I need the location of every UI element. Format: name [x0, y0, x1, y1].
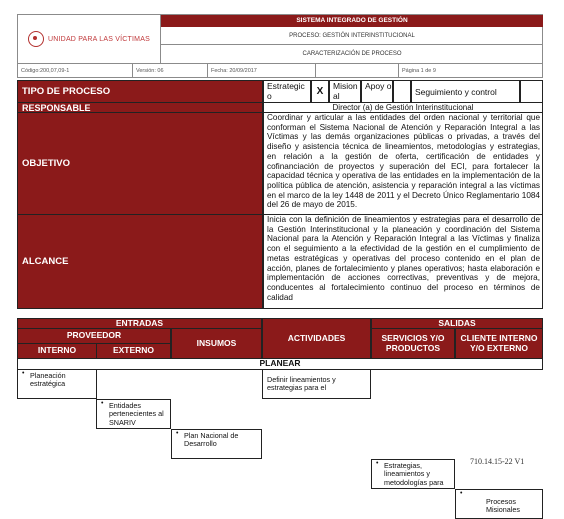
doc-code: Código:200,07,09-1: [18, 64, 133, 77]
header-meta-row: [18, 63, 542, 77]
document-header: [17, 14, 543, 78]
doc-spacer: [316, 64, 399, 77]
logo: [18, 15, 161, 63]
process-type-label: TIPO DE PROCESO: [17, 80, 263, 103]
responsible-label: RESPONSABLE: [17, 102, 263, 113]
scope-label: ALCANCE: [17, 214, 263, 309]
services-header: SERVICIOS Y/O PRODUCTOS: [371, 328, 455, 359]
objective-text: Coordinar y articular a las entidades del orden nacional y territorial que conforman el Sistema Nacional de Atención y Reparación Integral a las Víctimas y las demás organizaciones públicas o privadas, a través del diseño y asistencia técnica de lineamientos, metodologías y estrategias, en relación a la gestión de oferta, certificación de entidades y cofinanciación de proyectos y superación del ECI, para fortalecer la capacidad técnica y operativa de las entidades en la implementación de la política pública de atención, asistencia y reparación integral a las víctimas en el marco de la ley 1448 de 2011 y el Decreto Único Reglamentario 1084 del 26 de mayo de 2015.: [263, 112, 543, 215]
row-supplies: • Plan Nacional de Desarrollo: [171, 429, 262, 459]
seal-icon: [28, 31, 44, 47]
process-type-support: Apoy o: [361, 80, 393, 103]
row-internal: • Planeación estratégica: [17, 369, 97, 399]
row-activities: Definir lineamientos y estrategias para el: [262, 369, 371, 399]
external-header: EXTERNO: [96, 343, 171, 359]
row-client-text: Procesos Misionales: [486, 497, 520, 515]
footer-code: 710.14.15-22 V1: [470, 457, 525, 466]
row-services: • Estrategias, lineamientos y metodologías para: [371, 459, 455, 489]
process-type-control: Seguimiento y control: [411, 80, 520, 103]
document-type: CARACTERIZACIÓN DE PROCESO: [302, 51, 402, 57]
objective-label: OBJETIVO: [17, 112, 263, 215]
doc-version: Versión: 06: [133, 64, 208, 77]
process-type-mark: X: [311, 80, 329, 103]
responsible-value: Director (a) de Gestión Interinstitucional: [263, 102, 543, 113]
phase-planear: PLANEAR: [17, 358, 543, 370]
process-type-strategic: Estrategic o: [263, 80, 311, 103]
scope-text: Inicia con la definición de lineamientos y estrategias para el desarrollo de la Gestión Interinstitucional y la planeación y coordinación del Sistema Nacional para la Atención y Reparación Integral a las Víctimas y finaliza con el seguimiento a la efectividad de la gestión en el cumplimiento de metas estratégicas y operativas del proceso contenido en el plan de acción, planes de fortalecimiento y planes operativos; hasta elaboración e implementación de acciones correctivas, preventivas y de mejora, conducentes al fortalecimiento continuo del proceso en términos de calidad: [263, 214, 543, 309]
row-client: [455, 489, 543, 519]
process-type-support-mark: [393, 80, 411, 103]
row-external: • Entidades pertenecientes al SNARIV: [96, 399, 171, 429]
system-title: SISTEMA INTEGRADO DE GESTIÓN: [161, 15, 543, 27]
inputs-header: ENTRADAS: [17, 318, 262, 329]
doc-page: Página 1 de 9: [402, 68, 436, 74]
supplies-header: INSUMOS: [171, 328, 262, 359]
supplier-header: PROVEEDOR: [17, 328, 171, 344]
doc-date: Fecha: 20/09/2017: [208, 64, 316, 77]
process-type-control-mark: [520, 80, 543, 103]
logo-text: UNIDAD PARA LAS VÍCTIMAS: [48, 35, 150, 43]
client-header: CLIENTE INTERNO Y/O EXTERNO: [455, 328, 543, 359]
process-name: PROCESO: GESTIÓN INTERINSTITUCIONAL: [161, 27, 543, 45]
outputs-header: SALIDAS: [371, 318, 543, 329]
process-type-missional: Mision al: [329, 80, 361, 103]
internal-header: INTERNO: [17, 343, 97, 359]
activities-header: ACTIVIDADES: [262, 318, 371, 359]
